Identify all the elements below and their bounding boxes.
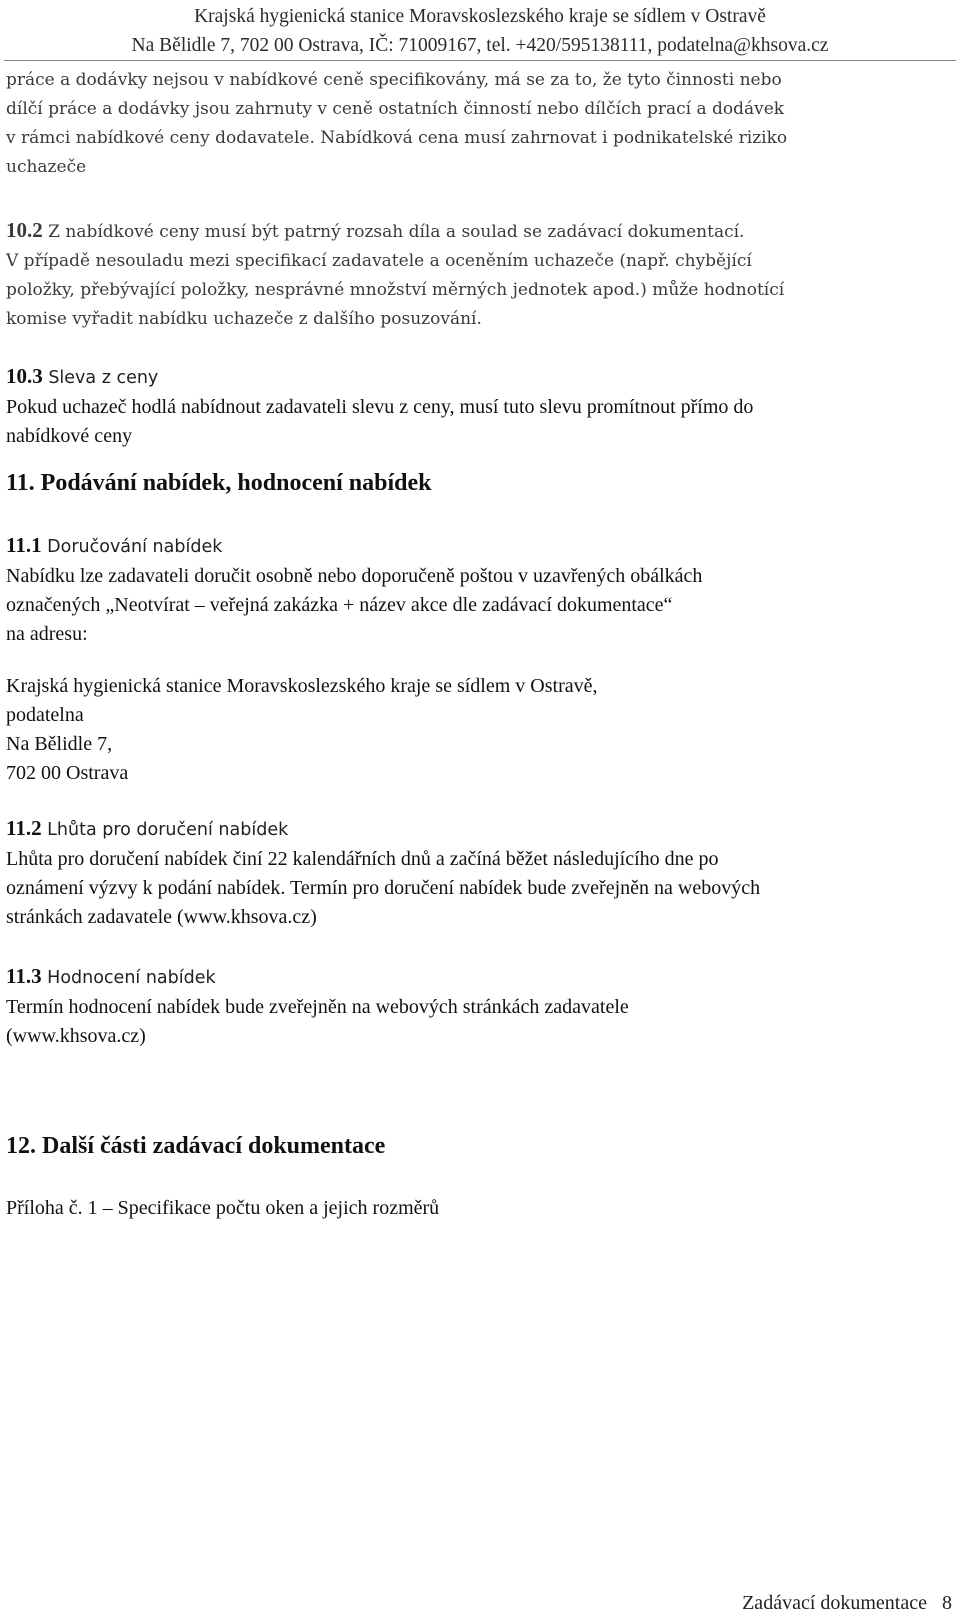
section-number: 11.1	[6, 533, 42, 557]
text-line: V případě nesouladu mezi specifikací zadavatele a oceněním uchazeče (např. chybějící	[6, 251, 752, 271]
section-number: 11.3	[6, 964, 42, 988]
text-line: Nabídku lze zadavateli doručit osobně nebo doporučeně poštou v uzavřených obálkách	[6, 565, 703, 587]
delivery-address	[6, 672, 950, 788]
section-10-2-first-line	[6, 216, 950, 247]
page-footer	[742, 1590, 952, 1616]
intro-paragraph	[6, 66, 950, 182]
text-line: práce a dodávky nejsou v nabídkové ceně specifikovány, má se za to, že tyto činnosti nebo	[6, 70, 782, 90]
section-10-3	[6, 362, 950, 451]
section-number: 10.3	[6, 364, 43, 388]
section-title: Lhůta pro doručení nabídek	[41, 820, 289, 840]
section-10-3-heading	[6, 362, 950, 393]
section-11-2	[6, 814, 950, 932]
text-line: Termín hodnocení nabídek bude zveřejněn na webových stránkách zadavatele	[6, 996, 629, 1018]
text-line: Pokud uchazeč hodlá nabídnout zadavateli slevu z ceny, musí tuto slevu promítnout přímo do	[6, 396, 754, 418]
section-text: Z nabídkové ceny musí být patrný rozsah díla a soulad se zadávací dokumentací.	[42, 222, 745, 242]
attachment-text: Příloha č. 1 – Specifikace počtu oken a jejich rozměrů	[6, 1197, 440, 1219]
text-line: stránkách zadavatele (www.khsova.cz)	[6, 906, 317, 928]
address-line: 702 00 Ostrava	[6, 762, 129, 784]
text-line: položky, přebývající položky, nesprávné množství měrných jednotek apod.) může hodnotící	[6, 280, 785, 300]
text-line: oznámení výzvy k podání nabídek. Termín pro doručení nabídek bude zveřejněn na webových	[6, 877, 761, 899]
attachment-line	[6, 1194, 950, 1223]
address-line: Krajská hygienická stanice Moravskoslezského kraje se sídlem v Ostravě,	[6, 675, 598, 697]
footer-label: Zadávací dokumentace	[742, 1592, 927, 1614]
heading-11: 11. Podávání nabídek, hodnocení nabídek	[6, 470, 432, 496]
section-11-1	[6, 531, 950, 649]
text-line: na adresu:	[6, 623, 88, 645]
text-line: nabídkové ceny	[6, 425, 133, 447]
section-10-2	[6, 216, 950, 334]
text-line: (www.khsova.cz)	[6, 1025, 146, 1047]
page-header	[0, 2, 960, 60]
text-line: dílčí práce a dodávky jsou zahrnuty v ceně ostatních činností nebo dílčích prací a dodávek	[6, 99, 785, 119]
text-line: komise vyřadit nabídku uchazeče z dalšího posuzování.	[6, 309, 482, 329]
header-line-2: Na Bělidle 7, 702 00 Ostrava, IČ: 71009167, tel. +420/595138111, podatelna@khsova.cz	[131, 35, 829, 56]
heading-12: 12. Další části zadávací dokumentace	[6, 1133, 386, 1159]
section-title: Doručování nabídek	[41, 537, 223, 557]
text-line: Lhůta pro doručení nabídek činí 22 kalendářních dnů a začíná běžet následujícího dne po	[6, 848, 719, 870]
section-number: 10.2	[6, 218, 43, 242]
section-11-1-heading	[6, 531, 950, 562]
section-title: Hodnocení nabídek	[41, 968, 216, 988]
address-line: Na Bělidle 7,	[6, 733, 113, 755]
section-number: 11.2	[6, 816, 42, 840]
text-line: v rámci nabídkové ceny dodavatele. Nabídková cena musí zahrnovat i podnikatelské riziko	[6, 128, 788, 148]
address-line: podatelna	[6, 704, 84, 726]
section-11-2-heading	[6, 814, 950, 845]
header-divider	[4, 60, 956, 61]
text-line: označených „Neotvírat – veřejná zakázka + název akce dle zadávací dokumentace“	[6, 594, 673, 616]
text-line: uchazeče	[6, 157, 87, 177]
page-number: 8	[942, 1592, 952, 1614]
header-line-1: Krajská hygienická stanice Moravskoslezského kraje se sídlem v Ostravě	[194, 6, 766, 27]
section-11-3	[6, 962, 950, 1051]
section-title: Sleva z ceny	[42, 368, 159, 388]
section-11-3-heading	[6, 962, 950, 993]
